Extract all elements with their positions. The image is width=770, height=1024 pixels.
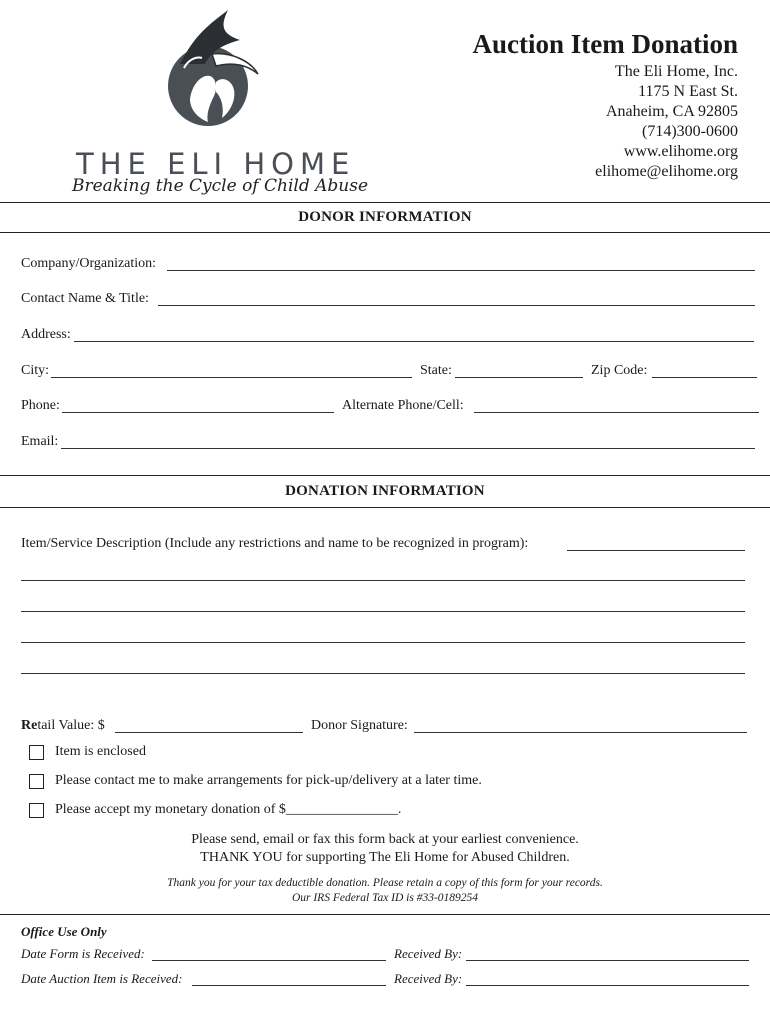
org-website[interactable]: www.elihome.org: [623, 143, 738, 160]
address-field[interactable]: [74, 341, 754, 342]
retail-value-label: [21, 718, 105, 734]
zip-label: Zip Code:: [591, 363, 648, 378]
contact-label: Contact Name & Title:: [21, 291, 149, 306]
org-email[interactable]: elihome@elihome.org: [595, 163, 738, 180]
description-label: Item/Service Description (Include any restrictions and name to be recognized in program):: [21, 536, 529, 551]
state-label: State:: [420, 363, 452, 378]
phone-label: Phone:: [21, 398, 60, 413]
item-enclosed-checkbox[interactable]: [29, 745, 44, 760]
monetary-donation-label: Please accept my monetary donation of $________________.: [55, 802, 402, 817]
logo: [0, 0, 380, 205]
zip-field[interactable]: [652, 377, 757, 378]
donor-section-title: DONOR INFORMATION: [298, 209, 472, 225]
retail-value-field[interactable]: [115, 732, 303, 733]
section-divider: [0, 202, 770, 203]
org-address-block: [595, 62, 738, 182]
email-label: Email:: [21, 434, 59, 449]
date-item-received-label: Date Auction Item is Received:: [21, 971, 183, 986]
logo-tagline: Breaking the Cycle of Child Abuse: [72, 176, 369, 196]
date-item-received-field[interactable]: [192, 985, 386, 986]
signature-label: Donor Signature:: [311, 718, 408, 733]
tax-note-line-1: Thank you for your tax deductible donation. Please retain a copy of this form for your records.: [167, 877, 603, 889]
received-by-label: Received By:: [394, 946, 463, 961]
description-field[interactable]: [567, 550, 745, 551]
city-field[interactable]: [51, 377, 412, 378]
instructions-line-1: Please send, email or fax this form back at your earliest convenience.: [191, 832, 579, 847]
description-line[interactable]: [21, 580, 745, 581]
logo-wordmark: THE ELI HOME: [76, 147, 356, 181]
state-field[interactable]: [455, 377, 583, 378]
contact-arrangement-label: Please contact me to make arrangements for pick-up/delivery at a later time.: [55, 773, 482, 788]
org-phone: (714)300-0600: [642, 123, 738, 140]
office-use-title: Office Use Only: [21, 924, 107, 939]
section-divider: [0, 914, 770, 915]
received-by-label-2: Received By:: [394, 971, 463, 986]
description-line[interactable]: [21, 611, 745, 612]
description-line[interactable]: [21, 642, 745, 643]
address-label: Address:: [21, 327, 71, 342]
date-form-received-field[interactable]: [152, 960, 386, 961]
section-divider: [0, 475, 770, 476]
org-street: 1175 N East St.: [638, 83, 738, 100]
retail-value-label-bold: Re: [21, 718, 38, 733]
section-divider: [0, 232, 770, 233]
signature-field[interactable]: [414, 732, 747, 733]
instructions-line-2: THANK YOU for supporting The Eli Home for Abused Children.: [200, 850, 570, 865]
tax-note-line-2: Our IRS Federal Tax ID is #33-0189254: [291, 892, 479, 904]
description-line[interactable]: [21, 673, 745, 674]
retail-value-label-rest: tail Value: $: [37, 718, 105, 733]
org-name: The Eli Home, Inc.: [614, 63, 738, 80]
alt-phone-field[interactable]: [474, 412, 759, 413]
monetary-donation-checkbox[interactable]: [29, 803, 44, 818]
section-divider: [0, 507, 770, 508]
org-city: Anaheim, CA 92805: [606, 103, 738, 120]
form-title: Auction Item Donation: [472, 29, 738, 59]
date-form-received-label: Date Form is Received:: [21, 946, 145, 961]
received-by-field[interactable]: [466, 960, 749, 961]
alt-phone-label: Alternate Phone/Cell:: [342, 398, 464, 413]
city-label: City:: [21, 363, 50, 378]
contact-field[interactable]: [158, 305, 755, 306]
eli-home-logo-mark-icon: [150, 4, 265, 139]
received-by-field-2[interactable]: [466, 985, 749, 986]
item-enclosed-label: Item is enclosed: [55, 744, 146, 759]
company-label: Company/Organization:: [21, 256, 157, 271]
phone-field[interactable]: [62, 412, 334, 413]
contact-arrangement-checkbox[interactable]: [29, 774, 44, 789]
email-field[interactable]: [61, 448, 755, 449]
company-field[interactable]: [167, 270, 755, 271]
donation-section-title: DONATION INFORMATION: [285, 483, 485, 499]
